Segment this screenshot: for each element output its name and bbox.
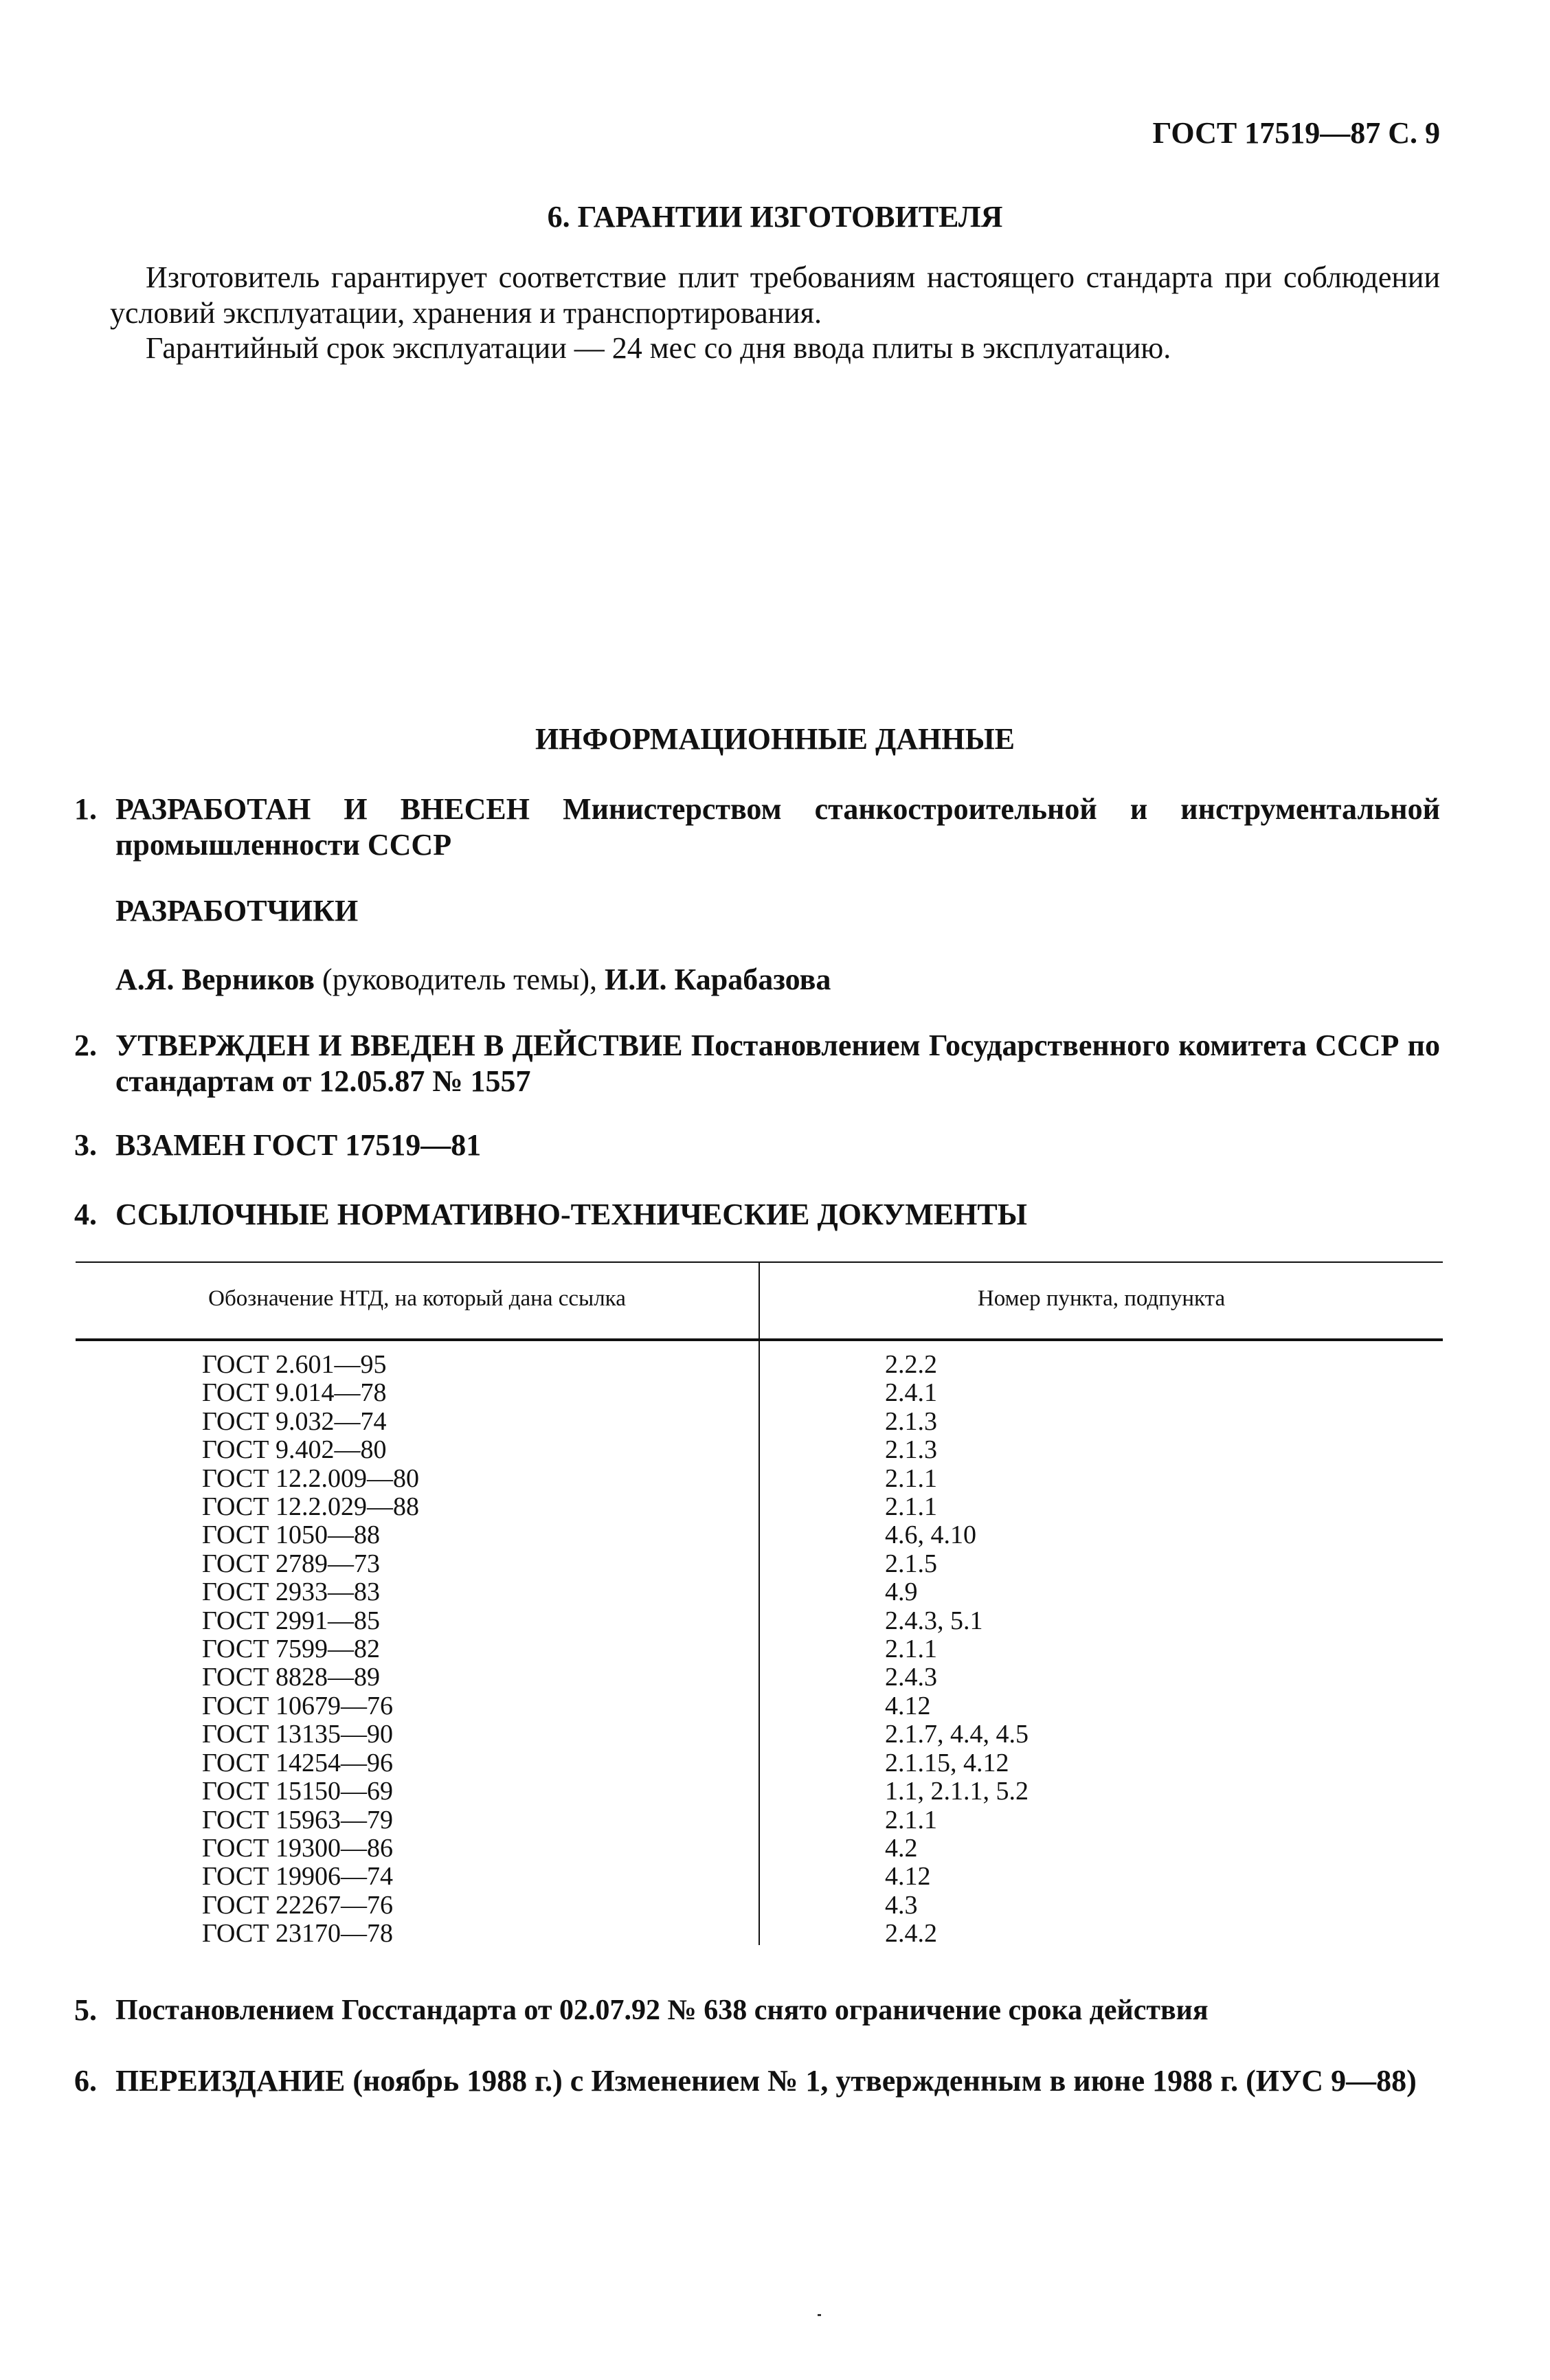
item-number: 2. [74, 1029, 97, 1062]
table-cell-clause: 2.4.3, 5.1 [885, 1606, 983, 1635]
guarantee-paragraph: Изготовитель гарантирует соответствие плит требованиям настоящего стандарта при соблюдении условий эксплуатации, хранения и транспортирования. [110, 260, 1440, 330]
table-cell-document: ГОСТ 10679—76 [202, 1691, 393, 1720]
table-cell-document: ГОСТ 19906—74 [202, 1862, 393, 1891]
table-cell-clause: 2.1.1 [885, 1463, 937, 1493]
restriction-removed-text: Постановлением Госстандарта от 02.07.92 № 638 снято ограничение срока действия [115, 1995, 1209, 2026]
table-cell-document: ГОСТ 13135—90 [202, 1720, 393, 1749]
developer-role: (руководитель темы), [322, 963, 597, 996]
approved-text: УТВЕРЖДЕН И ВВЕДЕН В ДЕЙСТВИЕ Постановлением Государственного комитета СССР по стандартам от 12.05.87 № 1557 [115, 1029, 1440, 1098]
table-cell-document: ГОСТ 12.2.009—80 [202, 1463, 419, 1493]
table-cell-clause: 2.1.7, 4.4, 4.5 [885, 1720, 1029, 1749]
table-cell-document: ГОСТ 9.032—74 [202, 1406, 387, 1436]
table-cell-clause: 2.1.5 [885, 1549, 937, 1578]
table-cell-document: ГОСТ 2991—85 [202, 1606, 380, 1635]
item-number: 1. [74, 792, 97, 826]
table-cell-document: ГОСТ 7599—82 [202, 1635, 380, 1664]
table-cell-document: ГОСТ 15963—79 [202, 1805, 393, 1834]
page-reference: ГОСТ 17519—87 С. 9 [1152, 116, 1440, 150]
table-cell-document: ГОСТ 12.2.029—88 [202, 1492, 419, 1522]
table-cell-document: ГОСТ 1050—88 [202, 1520, 380, 1550]
table-cell-clause: 4.6, 4.10 [885, 1520, 976, 1550]
developer-name: А.Я. Верников [115, 963, 315, 996]
table-cell-document: ГОСТ 19300—86 [202, 1833, 393, 1863]
table-cell-document: ГОСТ 9.402—80 [202, 1435, 387, 1465]
table-cell-clause: 2.4.2 [885, 1919, 937, 1949]
table-cell-document: ГОСТ 2.601—95 [202, 1350, 387, 1379]
table-cell-clause: 4.3 [885, 1890, 918, 1920]
table-cell-clause: 2.4.1 [885, 1378, 937, 1408]
table-header-clause: Номер пункта, подпункта [977, 1286, 1226, 1311]
table-column-divider [759, 1261, 760, 1945]
item-number: 4. [74, 1198, 97, 1231]
table-cell-document: ГОСТ 2933—83 [202, 1578, 380, 1607]
developer-name: И.И. Карабазова [605, 963, 831, 996]
table-cell-clause: 4.12 [885, 1691, 931, 1720]
item-number: 3. [74, 1128, 97, 1162]
table-cell-document: ГОСТ 22267—76 [202, 1890, 393, 1920]
table-column-documents [202, 1351, 419, 1949]
table-cell-clause: 2.2.2 [885, 1350, 937, 1379]
table-cell-clause: 2.1.1 [885, 1805, 937, 1834]
table-cell-clause: 2.1.15, 4.12 [885, 1748, 1009, 1777]
table-cell-document: ГОСТ 15150—69 [202, 1777, 393, 1806]
table-cell-clause: 2.4.3 [885, 1663, 937, 1692]
developers-heading: РАЗРАБОТЧИКИ [115, 894, 359, 928]
table-header-document: Обозначение НТД, на который дана ссылка [208, 1286, 626, 1311]
speck-mark [818, 2314, 821, 2316]
table-cell-document: ГОСТ 23170—78 [202, 1919, 393, 1949]
reference-docs-heading: ССЫЛОЧНЫЕ НОРМАТИВНО-ТЕХНИЧЕСКИЕ ДОКУМЕНТЫ [115, 1198, 1027, 1231]
table-cell-clause: 2.1.1 [885, 1635, 937, 1664]
table-cell-clause: 1.1, 2.1.1, 5.2 [885, 1777, 1029, 1806]
reissue-text: ПЕРЕИЗДАНИЕ (ноябрь 1988 г.) с Изменением № 1, утвержденным в июне 1988 г. (ИУС 9—88) [115, 2064, 1417, 2098]
developed-by-text: РАЗРАБОТАН И ВНЕСЕН Министерством станкостроительной и инструментальной промышленности СССР [115, 792, 1440, 862]
table-cell-clause: 4.9 [885, 1578, 918, 1607]
table-cell-document: ГОСТ 8828—89 [202, 1663, 380, 1692]
table-cell-clause: 2.1.1 [885, 1492, 937, 1522]
table-cell-document: ГОСТ 9.014—78 [202, 1378, 387, 1408]
table-cell-clause: 4.2 [885, 1833, 918, 1863]
warranty-period-paragraph: Гарантийный срок эксплуатации — 24 мес со дня ввода плиты в эксплуатацию. [146, 331, 1171, 365]
item-number: 6. [74, 2064, 97, 2098]
table-column-clauses [885, 1351, 1029, 1949]
table-cell-document: ГОСТ 14254—96 [202, 1748, 393, 1777]
info-title: ИНФОРМАЦИОННЫЕ ДАННЫЕ [535, 722, 1015, 756]
table-cell-clause: 2.1.3 [885, 1435, 937, 1465]
table-cell-clause: 2.1.3 [885, 1406, 937, 1436]
item-number: 5. [74, 1993, 97, 2027]
table-header-rule [76, 1338, 1443, 1341]
section-title-guarantees: 6. ГАРАНТИИ ИЗГОТОВИТЕЛЯ [547, 200, 1003, 234]
replaces-text: ВЗАМЕН ГОСТ 17519—81 [115, 1128, 482, 1162]
developers-line [115, 962, 831, 997]
table-cell-document: ГОСТ 2789—73 [202, 1549, 380, 1578]
table-cell-clause: 4.12 [885, 1862, 931, 1891]
